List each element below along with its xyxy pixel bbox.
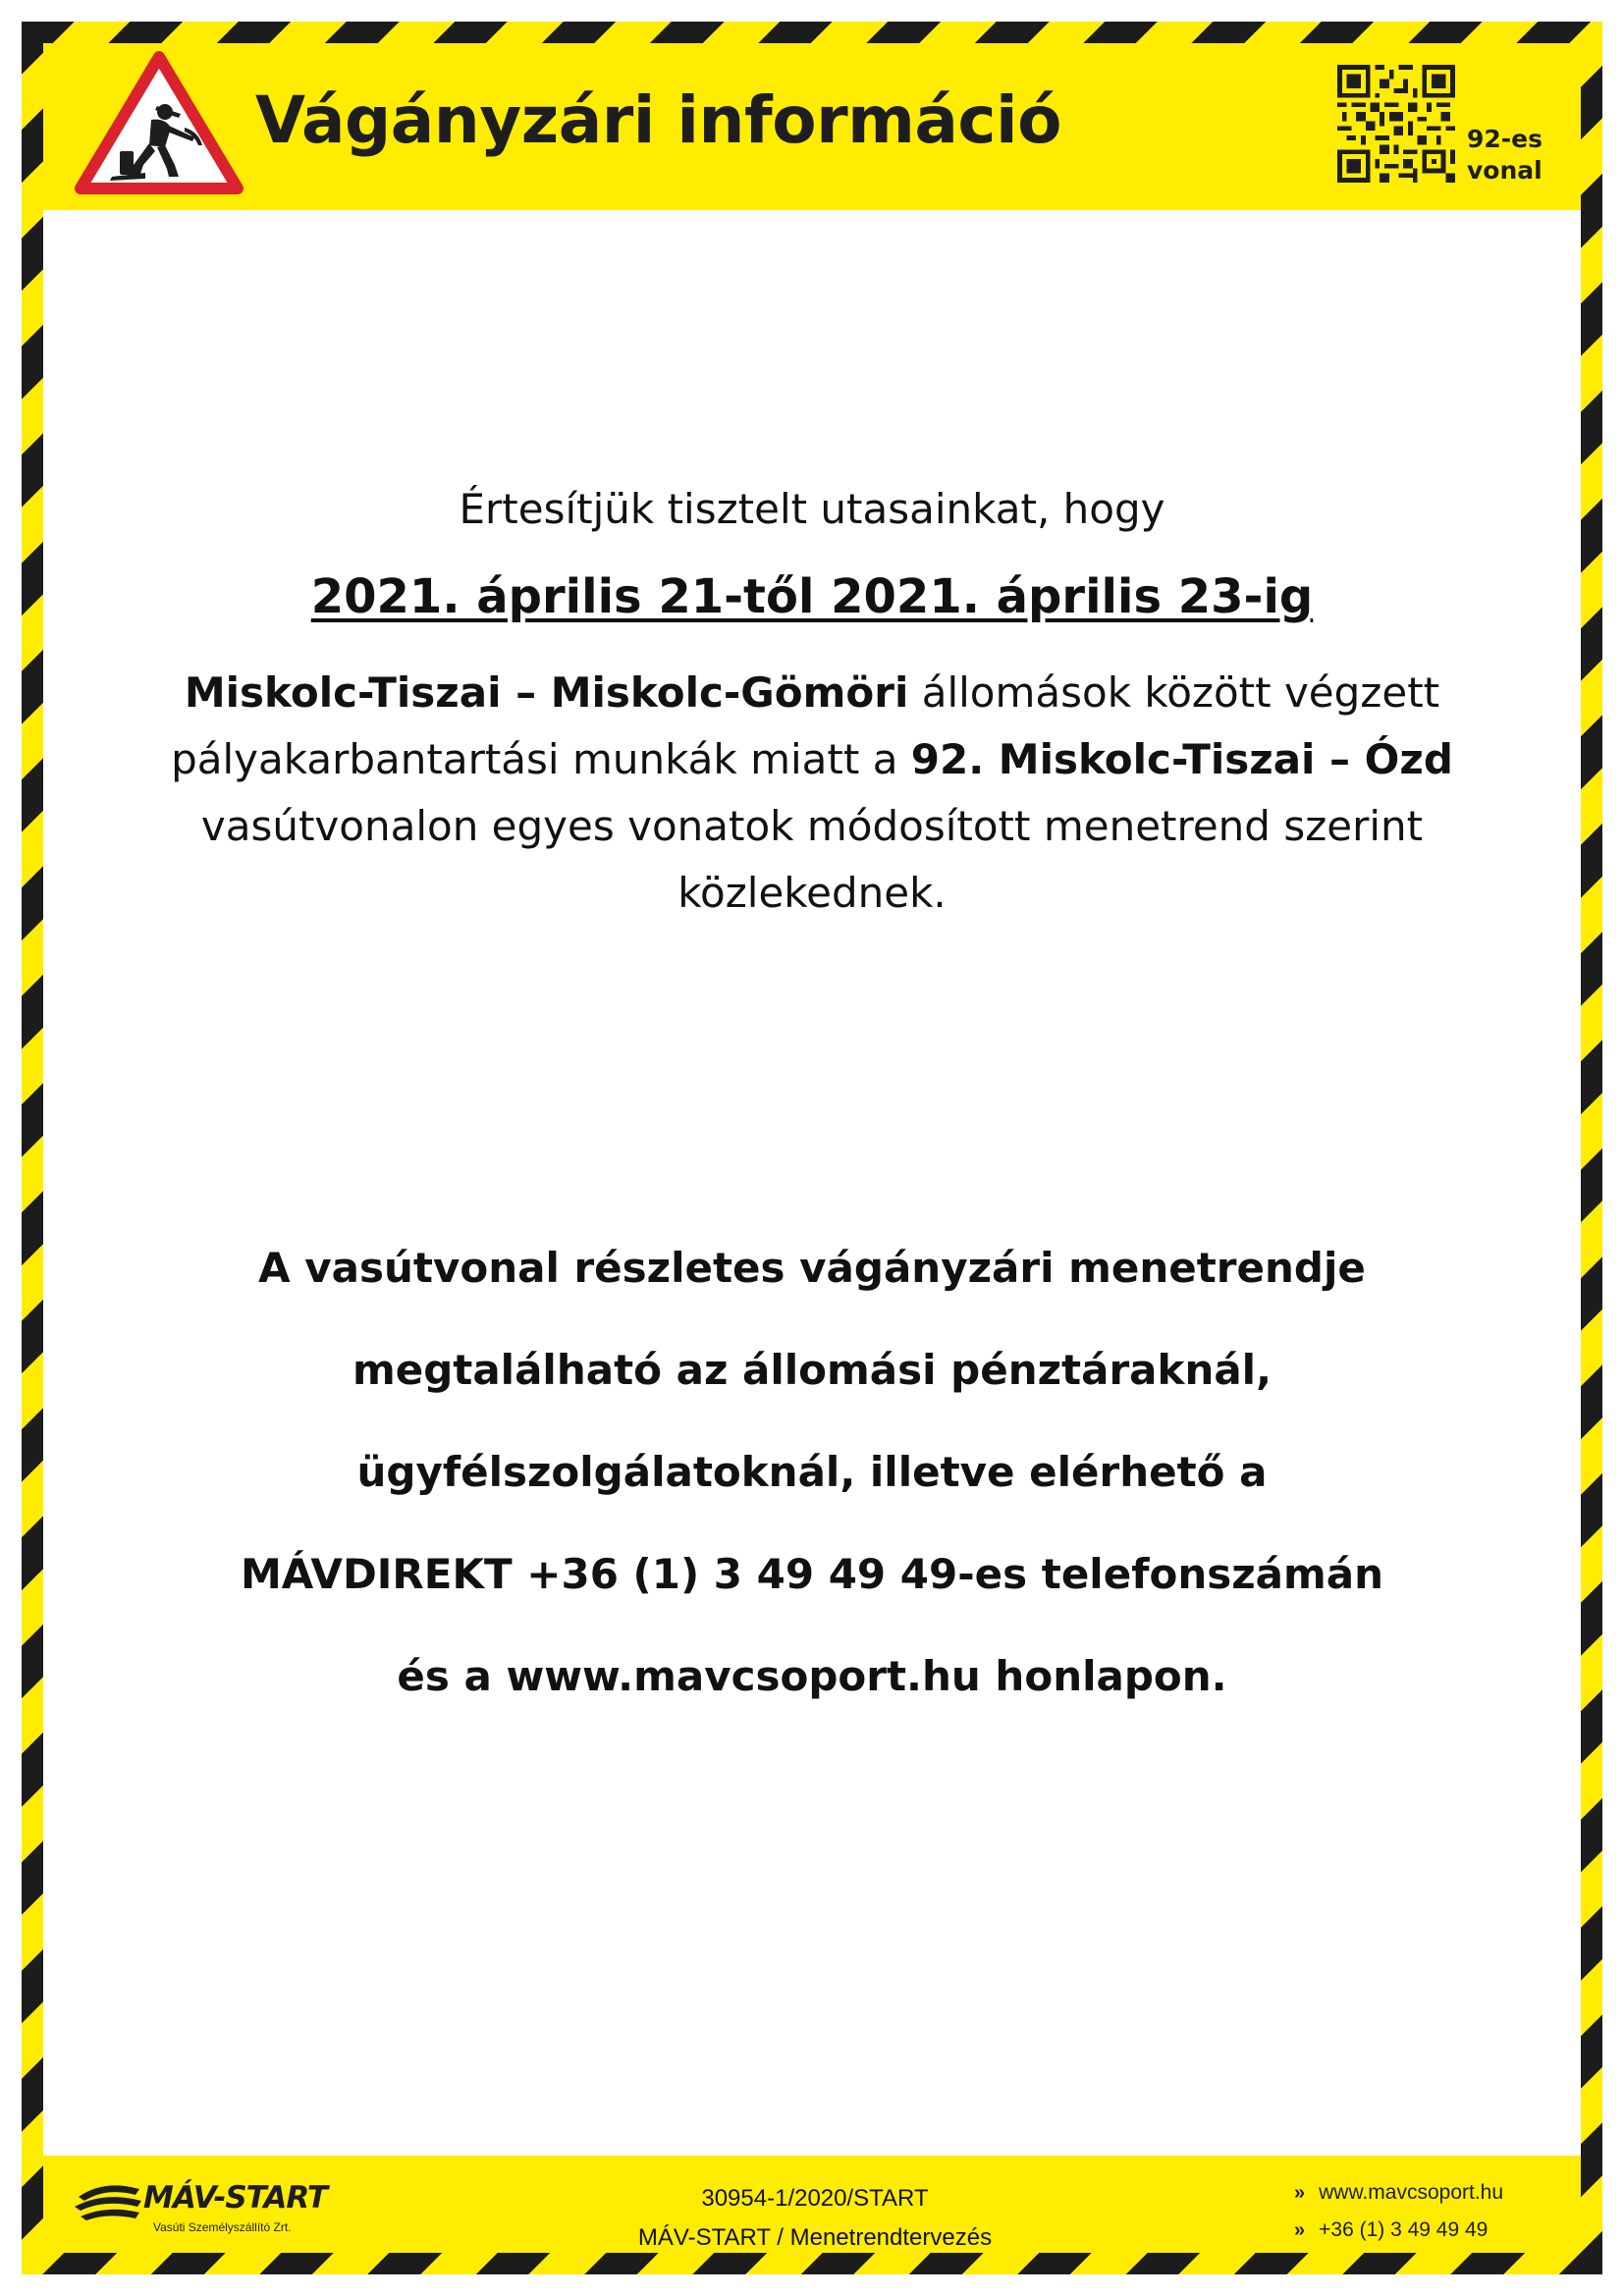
phone-row [1294,2212,1569,2249]
info-line: és a www.mavcsoport.hu honlapon. [397,1652,1227,1700]
page-title: Vágányzári információ [255,82,1062,158]
info-line: ügyfélszolgálatoknál, illetve elérhető a [356,1448,1268,1496]
phone-number: +36 (1) 3 49 49 49 [1319,2218,1489,2241]
department: MÁV-START / Menetrendtervezés [637,2224,993,2251]
document-number: 30954-1/2020/START [701,2185,929,2212]
info-line: A vasútvonal részletes vágányzári menetrendje [258,1244,1366,1292]
contact-info [1294,2174,1569,2249]
line-label-top: 92-es [1467,125,1543,153]
notice-text-1: állomások között végzett pályakarbantartási munkák miatt a [171,668,1440,783]
chevron-right-icon: » [1294,2219,1306,2241]
timetable-info [79,1217,1545,1728]
notice-stations: Miskolc-Tiszai – Miskolc-Gömöri [184,668,909,717]
info-line: MÁVDIREKT +36 (1) 3 49 49 49-es telefonszámán [240,1550,1384,1598]
chevron-right-icon: » [1294,2182,1306,2204]
notice-intro: Értesítjük tisztelt utasainkat, hogy [459,485,1165,533]
logo-subtitle: Vasúti Személyszállító Zrt. [153,2220,292,2234]
line-number-label [1467,124,1555,187]
notice-paragraph [79,660,1545,927]
document-reference [569,2179,1060,2258]
notice-line: 92. Miskolc-Tiszai – Ózd [910,735,1453,783]
notice-text-2: vasútvonalon egyes vonatok módosított menetrend szerint közlekednek. [200,802,1424,917]
notice-dates: 2021. április 21-től 2021. április 23-ig [310,569,1314,624]
logo-text: MÁV-START [143,2180,328,2216]
website-link[interactable]: www.mavcsoport.hu [1319,2181,1504,2204]
qr-code-icon [1337,65,1455,183]
info-line: megtalálható az állomási pénztáraknál, [352,1346,1272,1394]
road-works-warning-sign-icon [75,49,244,196]
line-label-bottom: vonal [1467,156,1543,185]
website-row [1294,2174,1569,2212]
